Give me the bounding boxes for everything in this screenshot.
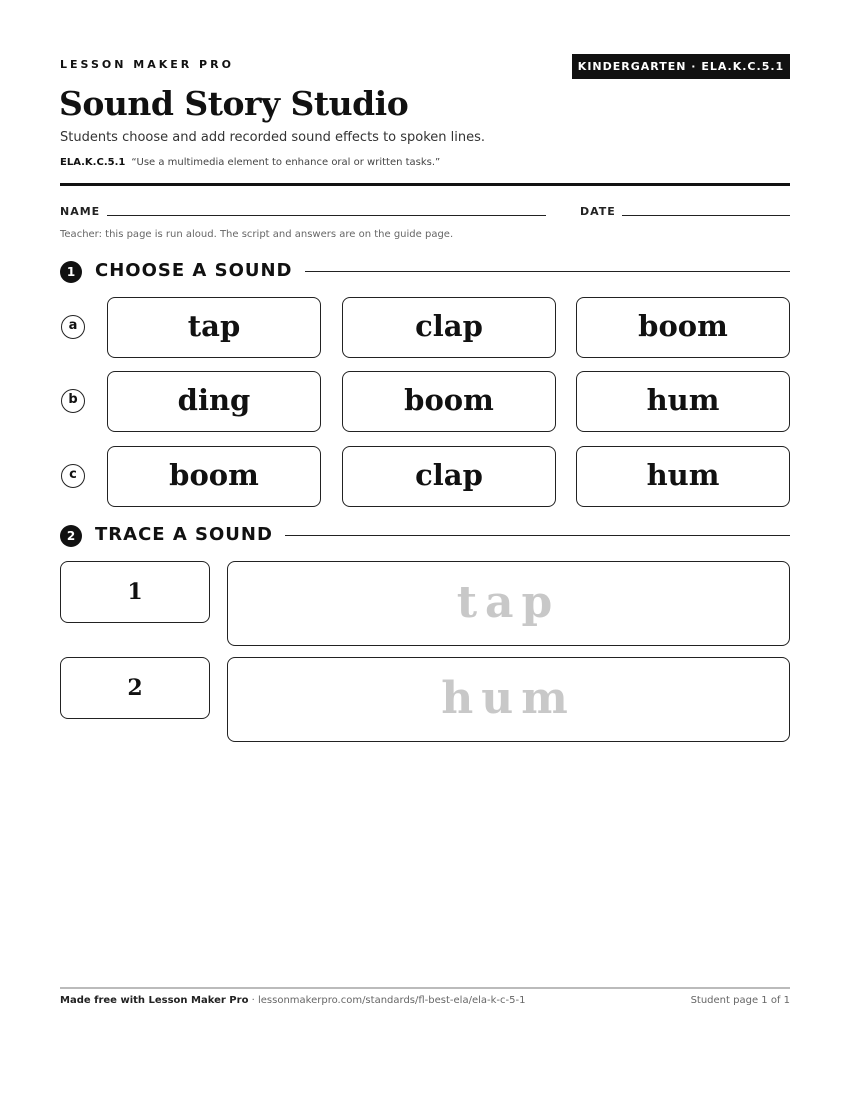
standard-line — [60, 157, 440, 168]
footer-made-with: Made free with Lesson Maker Pro — [60, 995, 249, 1006]
choice-a-3[interactable]: boom — [576, 297, 790, 358]
section-trace-a-sound — [60, 522, 790, 546]
name-label: NAME — [60, 205, 101, 218]
section-title: CHOOSE A SOUND — [95, 258, 305, 284]
standard-text: “Use a multimedia element to enhance oral or written tasks.” — [131, 157, 441, 168]
choice-a-2[interactable]: clap — [342, 297, 556, 358]
section-number: 2 — [60, 525, 82, 547]
page-subtitle: Students choose and add recorded sound effects to spoken lines. — [60, 130, 486, 145]
row-letter-c: c — [61, 464, 85, 488]
row-letter-b: b — [61, 389, 85, 413]
footer-url[interactable]: · lessonmakerpro.com/standards/fl-best-ela/ela-k-c-5-1 — [248, 995, 526, 1006]
choice-c-1[interactable]: boom — [107, 446, 321, 507]
choice-c-2[interactable]: clap — [342, 446, 556, 507]
teacher-note: Teacher: this page is run aloud. The script and answers are on the guide page. — [60, 229, 454, 240]
page-title: Sound Story Studio — [59, 84, 409, 123]
choice-c-3[interactable]: hum — [576, 446, 790, 507]
name-field[interactable] — [107, 215, 546, 216]
trace-word-box-1[interactable]: tap — [227, 561, 790, 646]
footer-divider — [60, 987, 790, 989]
choice-b-1[interactable]: ding — [107, 371, 321, 432]
standard-code: ELA.K.C.5.1 — [60, 157, 126, 168]
row-letter-a: a — [61, 315, 85, 339]
trace-item-number-2: 2 — [60, 657, 210, 719]
choice-b-3[interactable]: hum — [576, 371, 790, 432]
brand-name: LESSON MAKER PRO — [60, 58, 234, 71]
footer-page-number: Student page 1 of 1 — [690, 995, 790, 1006]
trace-item-number-1: 1 — [60, 561, 210, 623]
section-choose-a-sound — [60, 258, 790, 282]
trace-word-box-2[interactable]: hum — [227, 657, 790, 742]
header-divider — [60, 183, 790, 186]
section-number: 1 — [60, 261, 82, 283]
section-title: TRACE A SOUND — [95, 522, 285, 548]
choice-b-2[interactable]: boom — [342, 371, 556, 432]
date-label: DATE — [580, 205, 616, 218]
footer-credit — [60, 995, 525, 1006]
date-field[interactable] — [622, 215, 790, 216]
choice-a-1[interactable]: tap — [107, 297, 321, 358]
grade-standard-badge: KINDERGARTEN · ELA.K.C.5.1 — [572, 54, 790, 79]
